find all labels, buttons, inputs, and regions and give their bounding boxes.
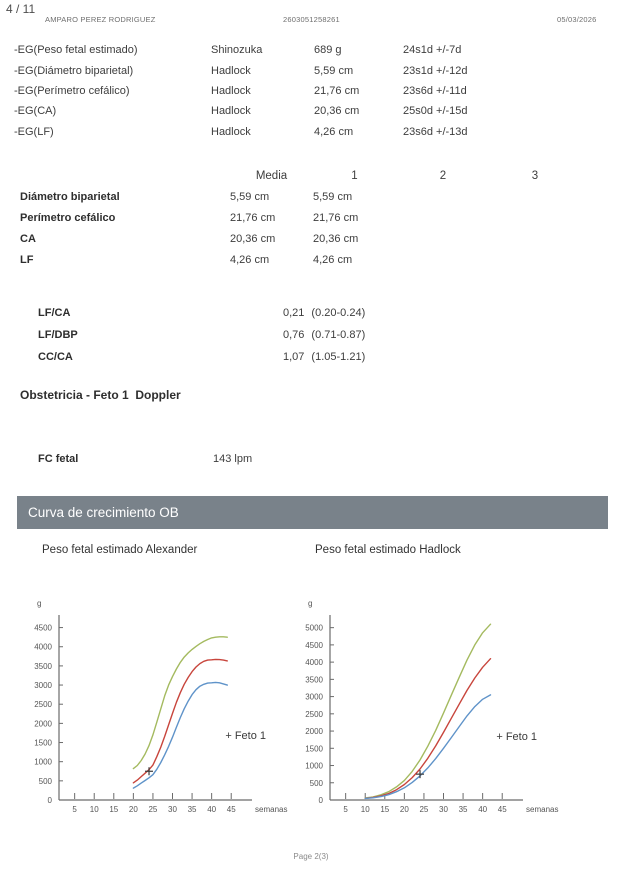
svg-text:0: 0 bbox=[318, 795, 323, 805]
growth-charts bbox=[0, 544, 622, 827]
svg-text:40: 40 bbox=[207, 804, 217, 814]
svg-text:2000: 2000 bbox=[305, 727, 323, 737]
hadlock-figure bbox=[288, 544, 559, 827]
measurement-ga: 25s0d +/-15d bbox=[403, 105, 468, 118]
svg-text:25: 25 bbox=[148, 804, 158, 814]
column-header-1: 1 bbox=[351, 170, 358, 183]
ratios-section bbox=[0, 302, 622, 368]
svg-text:2500: 2500 bbox=[305, 709, 323, 719]
measurement-label: -EG(Perímetro cefálico) bbox=[14, 84, 130, 97]
svg-text:3500: 3500 bbox=[305, 675, 323, 685]
table-row bbox=[0, 187, 622, 208]
svg-text:1500: 1500 bbox=[34, 738, 52, 748]
measurement-ga: 24s1d +/-7d bbox=[403, 44, 462, 57]
svg-text:+ Feto 1: + Feto 1 bbox=[225, 729, 267, 742]
report-header bbox=[0, 0, 622, 30]
svg-text:40: 40 bbox=[478, 804, 488, 814]
svg-text:semanas: semanas bbox=[526, 804, 559, 814]
table-row bbox=[0, 229, 622, 250]
measurement-ga: 23s6d +/-11d bbox=[403, 84, 467, 97]
biometry-label: LF bbox=[20, 254, 34, 267]
svg-text:30: 30 bbox=[168, 804, 177, 814]
svg-text:4000: 4000 bbox=[34, 642, 52, 652]
svg-text:5: 5 bbox=[72, 804, 77, 814]
svg-text:5000: 5000 bbox=[305, 623, 323, 633]
growth-chart-hadlock bbox=[288, 595, 560, 827]
ratio-value: 0,76 bbox=[283, 328, 305, 341]
chart-title-alexander: Peso fetal estimado Alexander bbox=[42, 543, 198, 556]
svg-text:1000: 1000 bbox=[305, 761, 323, 771]
measurement-ga: 23s1d +/-12d bbox=[403, 64, 468, 77]
biometry-label: CA bbox=[20, 233, 36, 246]
measurement-value: 5,59 cm bbox=[314, 64, 354, 77]
svg-text:15: 15 bbox=[109, 804, 119, 814]
measurement-label: -EG(CA) bbox=[14, 105, 57, 118]
table-row bbox=[0, 101, 622, 121]
measurement-ga: 23s6d +/-13d bbox=[403, 125, 468, 138]
svg-text:4500: 4500 bbox=[34, 623, 52, 633]
measurement-label: -EG(LF) bbox=[14, 125, 54, 138]
table-row bbox=[0, 324, 622, 346]
svg-text:semanas: semanas bbox=[255, 804, 288, 814]
measurement-method: Hadlock bbox=[211, 105, 251, 118]
fc-fetal-row bbox=[0, 449, 622, 469]
svg-text:35: 35 bbox=[458, 804, 468, 814]
biometry-media: 21,76 cm bbox=[230, 212, 276, 225]
ratio-value-cell bbox=[283, 329, 622, 341]
growth-chart-alexander bbox=[17, 595, 289, 827]
biometry-media: 4,26 cm bbox=[230, 254, 270, 267]
growth-curve-banner: Curva de crecimiento OB bbox=[17, 496, 608, 529]
svg-text:500: 500 bbox=[309, 778, 323, 788]
svg-text:45: 45 bbox=[226, 804, 236, 814]
column-header-media: Media bbox=[255, 170, 288, 183]
biometry-table bbox=[0, 166, 622, 271]
svg-text:3000: 3000 bbox=[34, 681, 52, 691]
biometry-media: 20,36 cm bbox=[230, 233, 276, 246]
svg-text:1500: 1500 bbox=[305, 744, 323, 754]
measurement-value: 21,76 cm bbox=[314, 84, 360, 97]
svg-text:4000: 4000 bbox=[305, 658, 323, 668]
svg-text:500: 500 bbox=[38, 776, 52, 786]
biometry-label: Diámetro biparietal bbox=[20, 191, 120, 204]
ratio-value-cell bbox=[283, 351, 622, 363]
svg-text:0: 0 bbox=[47, 795, 52, 805]
svg-text:20: 20 bbox=[399, 804, 409, 814]
column-header-2: 2 bbox=[439, 170, 447, 183]
table-row bbox=[0, 346, 622, 368]
svg-text:g: g bbox=[308, 598, 313, 608]
measurement-value: 20,36 cm bbox=[314, 105, 360, 118]
table-row bbox=[0, 302, 622, 324]
alexander-figure bbox=[17, 544, 288, 827]
fc-fetal-label: FC fetal bbox=[38, 452, 79, 465]
biometry-v1: 20,36 cm bbox=[313, 233, 359, 246]
svg-text:1000: 1000 bbox=[34, 757, 52, 767]
svg-text:45: 45 bbox=[497, 804, 507, 814]
page-footer: Page 2(3) bbox=[293, 851, 329, 861]
svg-text:25: 25 bbox=[419, 804, 429, 814]
svg-text:3000: 3000 bbox=[305, 692, 323, 702]
svg-text:g: g bbox=[37, 598, 42, 608]
ratio-value: 0,21 bbox=[283, 306, 305, 319]
measurement-value: 689 g bbox=[314, 44, 342, 57]
measurement-label: -EG(Peso fetal estimado) bbox=[14, 44, 138, 57]
ratio-value-cell bbox=[283, 307, 622, 319]
fc-fetal-value: 143 lpm bbox=[213, 452, 253, 465]
biometry-v1: 21,76 cm bbox=[313, 212, 359, 225]
ratio-range: (0.20-0.24) bbox=[311, 306, 366, 319]
biometry-v1: 5,59 cm bbox=[313, 191, 353, 204]
biometry-header-row bbox=[0, 166, 622, 187]
svg-text:20: 20 bbox=[128, 804, 138, 814]
measurement-value: 4,26 cm bbox=[314, 125, 354, 138]
table-row bbox=[0, 250, 622, 271]
svg-text:2000: 2000 bbox=[34, 719, 52, 729]
table-row bbox=[0, 208, 622, 229]
page-indicator: 4 / 11 bbox=[6, 2, 36, 16]
svg-text:10: 10 bbox=[360, 804, 370, 814]
chart-title-hadlock: Peso fetal estimado Hadlock bbox=[315, 543, 461, 556]
measurement-method: Hadlock bbox=[211, 84, 251, 97]
eg-measurements bbox=[0, 40, 622, 142]
table-row bbox=[0, 40, 622, 60]
svg-text:35: 35 bbox=[187, 804, 197, 814]
svg-text:2500: 2500 bbox=[34, 700, 52, 710]
svg-text:3500: 3500 bbox=[34, 661, 52, 671]
measurement-method: Hadlock bbox=[211, 125, 251, 138]
measurement-method: Shinozuka bbox=[211, 44, 263, 57]
doppler-section-heading: Obstetricia - Feto 1 Doppler bbox=[20, 387, 181, 402]
biometry-v1: 4,26 cm bbox=[313, 254, 353, 267]
measurement-label: -EG(Diámetro biparietal) bbox=[14, 64, 134, 77]
svg-text:10: 10 bbox=[89, 804, 99, 814]
biometry-label: Perímetro cefálico bbox=[20, 212, 116, 225]
table-row bbox=[0, 122, 622, 142]
svg-text:5: 5 bbox=[343, 804, 348, 814]
patient-name: AMPARO PEREZ RODRIGUEZ bbox=[45, 15, 156, 24]
report-date: 05/03/2026 bbox=[557, 15, 597, 24]
svg-text:15: 15 bbox=[380, 804, 390, 814]
ratio-label: LF/DBP bbox=[38, 328, 78, 341]
patient-id: 2603051258261 bbox=[283, 15, 340, 24]
measurement-method: Hadlock bbox=[211, 64, 251, 77]
table-row bbox=[0, 81, 622, 101]
ratio-label: LF/CA bbox=[38, 306, 71, 319]
table-row bbox=[0, 60, 622, 80]
svg-text:4500: 4500 bbox=[305, 640, 323, 650]
ratio-label: CC/CA bbox=[38, 350, 73, 363]
svg-text:30: 30 bbox=[439, 804, 448, 814]
column-header-3: 3 bbox=[531, 170, 539, 183]
ratio-range: (1.05-1.21) bbox=[311, 350, 366, 363]
ratio-value: 1,07 bbox=[283, 350, 305, 363]
biometry-media: 5,59 cm bbox=[230, 191, 270, 204]
svg-text:+ Feto 1: + Feto 1 bbox=[496, 731, 538, 744]
ratio-range: (0.71-0.87) bbox=[311, 328, 366, 341]
